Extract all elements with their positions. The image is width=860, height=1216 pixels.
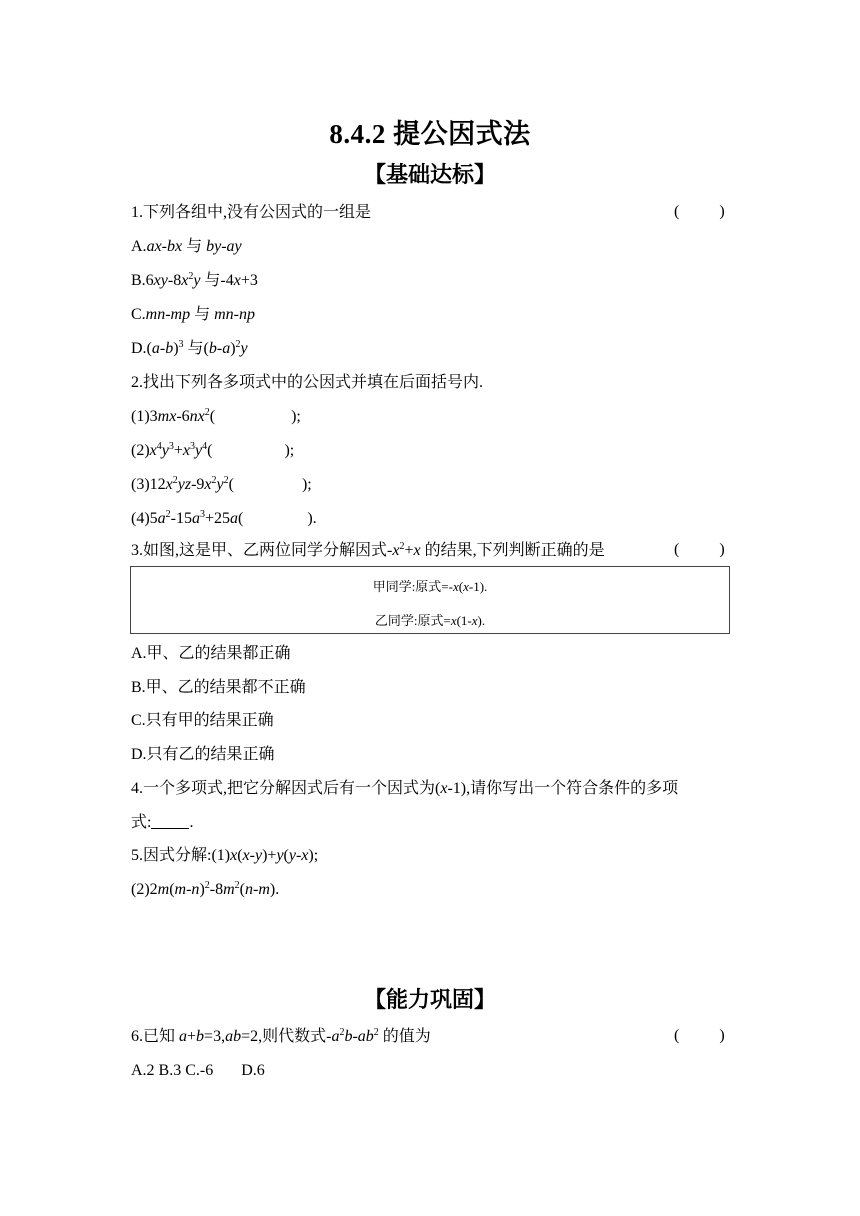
student-jia-result: 甲同学:原式=-x(x-1). [372,579,488,594]
question-4-line-2: 式: . [131,814,194,831]
section-heading-basic: 【基础达标】 [363,162,496,187]
question-2-stem: 2.找出下列各多项式中的公因式并填在后面括号内. [131,374,484,391]
question-3-stem: 3.如图,这是甲、乙两位同学分解因式$-x^2+x$ 的结果,下列判断正确的是 [131,541,605,559]
page-title: 8.4.2 提公因式法 [329,119,531,149]
q1-option-c: C.mn-mp 与 mn-np [131,306,256,323]
q3-option-d: D.只有乙的结果正确 [131,746,275,763]
q2-item-3: $(3)12x^2yz-9x^2y^2$( ); [131,475,312,493]
section-heading-ability: 【能力巩固】 [363,987,496,1012]
q3-option-b: B.甲、乙的结果都不正确 [131,679,306,696]
q2-item-1: $(1)3mx-6nx^2$( ); [131,407,301,425]
q3-option-a: A.甲、乙的结果都正确 [131,645,291,662]
q2-item-4: $(4)5a^2-15a^3+25a$( ). [131,509,317,527]
q2-item-2: $(2)x^4y^3+x^3y^4$( ); [131,441,295,459]
question-6-stem: 6.已知 a+b=3,ab=2,则代数式$-a^2b-ab^2$ 的值为 [131,1027,431,1045]
q3-option-c: C.只有甲的结果正确 [131,712,274,729]
answer-blank [151,814,189,829]
answer-paren-q6: ( ) [674,1027,725,1044]
question-5-line-2: $(2)2m(m-n)^2-8m^2(n-m)$. [131,880,280,898]
q1-option-a: A.ax-bx 与 by-ay [131,238,242,255]
question-4-line-1: 4.一个多项式,把它分解因式后有一个因式为(x-1),请你写出一个符合条件的多项 [131,780,679,797]
answer-paren-q1: ( ) [674,203,725,220]
question-1-stem: 1.下列各组中,没有公因式的一组是 [131,204,372,221]
answer-paren-q3: ( ) [674,541,725,558]
question-5-line-1: 5.因式分解:(1)x(x-y)+y(y-x); [131,847,319,864]
student-results-box [130,566,730,634]
q6-options: A.2 B.3 C.-6 D.6 [131,1062,265,1079]
q1-option-b: $B.6xy-8x^2y$ 与-4x+3 [131,271,258,289]
student-yi-result: 乙同学:原式=x(1-x). [374,613,486,628]
q1-option-d: $D.(a-b)^3$ 与$(b-a)^2y$ [131,339,248,357]
